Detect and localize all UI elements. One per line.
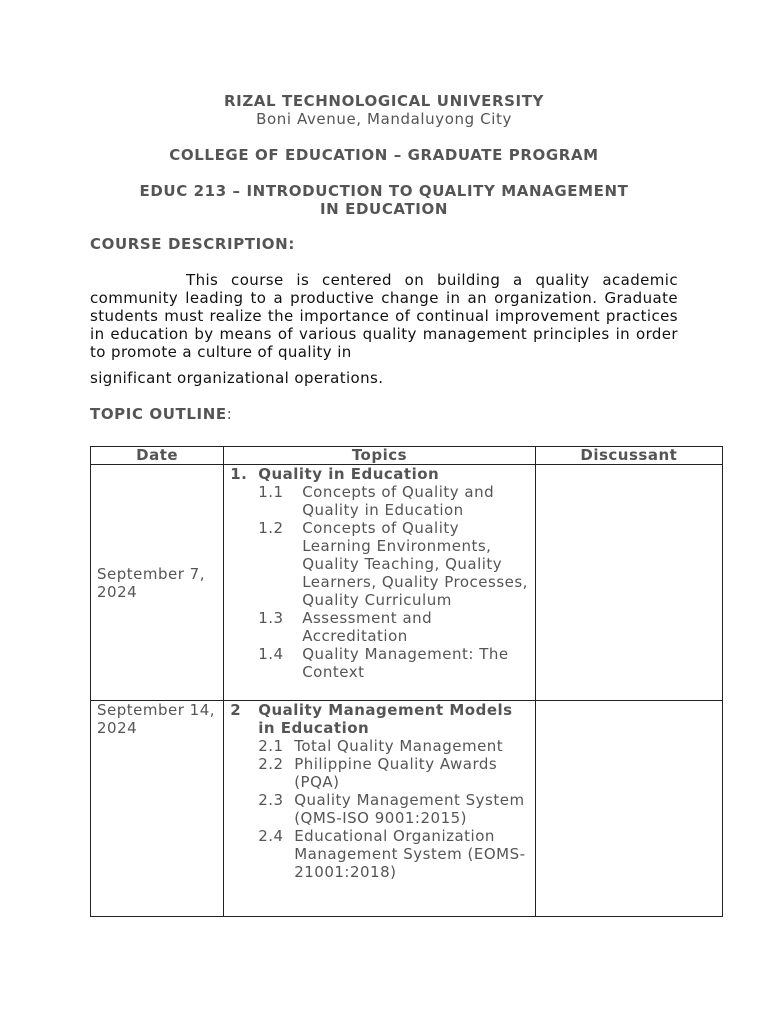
topic-title: Quality in Education — [258, 465, 440, 483]
topic-outline-label: TOPIC OUTLINE — [90, 405, 227, 423]
subtopic-number: 1.1 — [258, 483, 284, 501]
table-row — [91, 701, 723, 917]
subtopic-number: 2.1 — [258, 737, 284, 755]
subtopic-text: Concepts of Quality Learning Environments, Quality Teaching, Quality Learners, Quality Processes, Quality Curriculum — [302, 519, 528, 609]
course-title: EDUC 213 – INTRODUCTION TO QUALITY MANAGEMENT IN EDUCATION — [139, 182, 629, 218]
subtopic-item — [224, 737, 534, 755]
topic-heading — [224, 701, 534, 737]
column-header-discussant: Discussant — [535, 447, 722, 465]
subtopic-item — [224, 791, 534, 827]
subtopic-item — [224, 483, 534, 519]
subtopic-number: 1.4 — [258, 645, 284, 663]
table-row — [91, 465, 723, 701]
column-header-topics: Topics — [224, 447, 535, 465]
subtopic-item — [224, 755, 534, 791]
subtopic-number: 2.2 — [258, 755, 284, 773]
subtopic-text: Quality Management: The Context — [302, 645, 509, 681]
subtopic-text: Philippine Quality Awards (PQA) — [294, 755, 498, 791]
subtopic-text: Educational Organization Management System (EOMS-21001:2018) — [294, 827, 526, 881]
topic-outline-table — [90, 446, 723, 917]
date-cell: September 7, 2024 — [91, 465, 224, 701]
university-name: RIZAL TECHNOLOGICAL UNIVERSITY — [223, 92, 544, 110]
topics-cell — [224, 701, 535, 917]
subtopic-text: Assessment and Accreditation — [302, 609, 433, 645]
topics-cell — [224, 465, 535, 701]
course-description-heading: COURSE DESCRIPTION: — [90, 235, 295, 253]
document-page — [90, 92, 678, 423]
university-address: Boni Avenue, Mandaluyong City — [256, 110, 512, 128]
subtopic-text: Total Quality Management — [294, 737, 504, 755]
subtopic-text: Concepts of Quality and Quality in Education — [302, 483, 495, 519]
subtopic-item — [224, 645, 534, 681]
topic-outline-heading — [90, 405, 678, 423]
topic-outline-colon: : — [226, 405, 233, 423]
topic-number: 2 — [230, 701, 242, 719]
subtopic-item — [224, 609, 534, 645]
course-description-last-line: significant organizational operations. — [90, 369, 384, 387]
subtopic-item — [224, 519, 534, 609]
subtopic-text: Quality Management System (QMS-ISO 9001:2015) — [294, 791, 525, 827]
course-description-text: This course is centered on building a quality academic community leading to a productive change in an organization. Graduate students must realize the importance of continual improvement practices in education by means of various quality management principles in order to promote a culture of quality in — [90, 271, 678, 361]
column-header-date: Date — [91, 447, 224, 465]
subtopic-number: 2.3 — [258, 791, 284, 809]
table-header-row — [91, 447, 723, 465]
topic-title: Quality Management Models in Education — [258, 701, 513, 737]
subtopic-item — [224, 827, 534, 881]
discussant-cell — [535, 701, 722, 917]
subtopic-number: 2.4 — [258, 827, 284, 845]
date-cell: September 14, 2024 — [91, 701, 224, 917]
college-name: COLLEGE OF EDUCATION – GRADUATE PROGRAM — [169, 146, 599, 164]
subtopic-number: 1.3 — [258, 609, 284, 627]
discussant-cell — [535, 465, 722, 701]
subtopic-number: 1.2 — [258, 519, 284, 537]
topic-number: 1. — [230, 465, 248, 483]
topic-heading — [224, 465, 534, 483]
